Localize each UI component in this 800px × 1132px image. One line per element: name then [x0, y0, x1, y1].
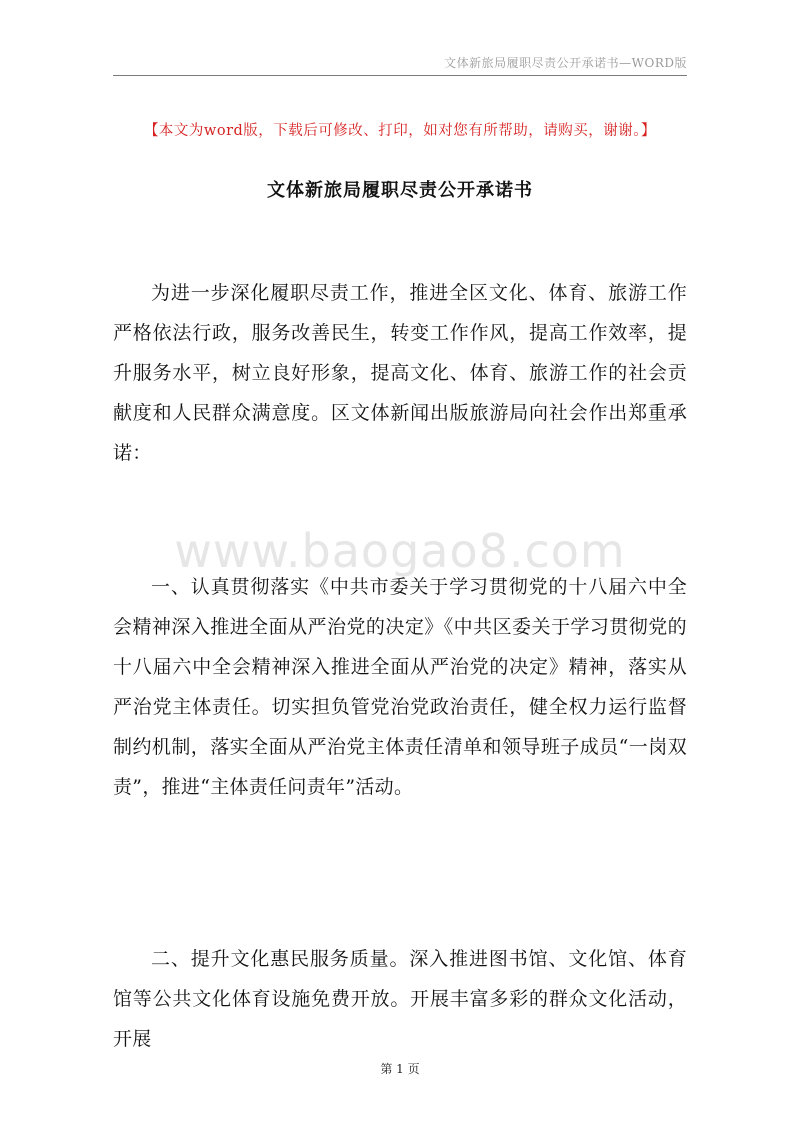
page-number: 第 1 页 [380, 1062, 420, 1076]
paragraph-commitment-1: 一、认真贯彻落实《中共市委关于学习贯彻党的十八届六中全会精神深入推进全面从严治党的决定》《中共区委关于学习贯彻党的十八届六中全会精神深入推进全面从严治党的决定》精神，落实从严治党主体责任。切实担负管党治党政治责任，健全权力运行监督制约机制，落实全面从严治党主体责任清单和领导班子成员“一岗双责”，推进“主体责任问责年”活动。 [113, 576, 687, 798]
purchase-notice: 【本文为word版，下载后可修改、打印，如对您有所帮助，请购买，谢谢。】 [143, 123, 657, 139]
running-header: 文体新旅局履职尽责公开承诺书—WORD版 [444, 56, 687, 70]
watermark: www.baogao8.com [174, 524, 626, 578]
document-title: 文体新旅局履职尽责公开承诺书 [267, 180, 533, 201]
paragraph-intro: 为进一步深化履职尽责工作，推进全区文化、体育、旅游工作严格依法行政，服务改善民生，转变工作作风，提高工作效率，提升服务水平，树立良好形象，提高文化、体育、旅游工作的社会贡献度和人民群众满意度。区文体新闻出版旅游局向社会作出郑重承诺： [113, 282, 687, 464]
paragraph-commitment-2: 二、提升文化惠民服务质量。深入推进图书馆、文化馆、体育馆等公共文化体育设施免费开放。开展丰富多彩的群众文化活动，开展 [113, 948, 687, 1050]
header-divider [113, 75, 687, 76]
